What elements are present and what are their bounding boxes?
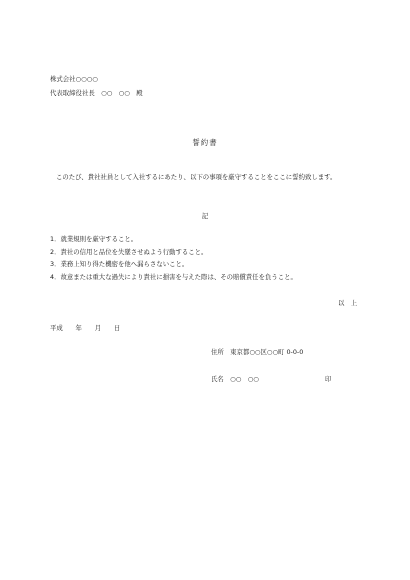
ki-heading: 記 xyxy=(201,212,209,220)
pledge-item: 4．故意または重大な過失により貴社に損害を与えた際は、その賠償責任を負うこと。 xyxy=(50,272,297,281)
addressee-company: 株式会社○○○○ xyxy=(50,75,98,83)
addressee-person: 代表取締役社長 ○○ ○○ 殿 xyxy=(50,89,143,97)
document-title: 誓約書 xyxy=(192,138,218,147)
date-line: 平成 年 月 日 xyxy=(50,324,121,332)
pledge-item: 2．貴社の信用と品位を失墜させぬよう行動すること。 xyxy=(50,247,208,256)
pledge-list xyxy=(50,236,297,286)
intro-paragraph: このたび、貴社社員として入社するにあたり、以下の事項を厳守することをここに誓約致します。 xyxy=(56,173,337,181)
signer-name: 氏名 ○○ ○○ xyxy=(211,375,259,383)
signer-address: 住所 東京都○○区○○町 0-0-0 xyxy=(211,348,304,356)
closing-ijo: 以 上 xyxy=(338,299,358,307)
seal-mark: 印 xyxy=(325,375,332,383)
pledge-item: 1．就業規則を厳守すること。 xyxy=(50,235,138,243)
pledge-item: 3．業務上知り得た機密を他へ漏らさないこと。 xyxy=(50,260,189,268)
